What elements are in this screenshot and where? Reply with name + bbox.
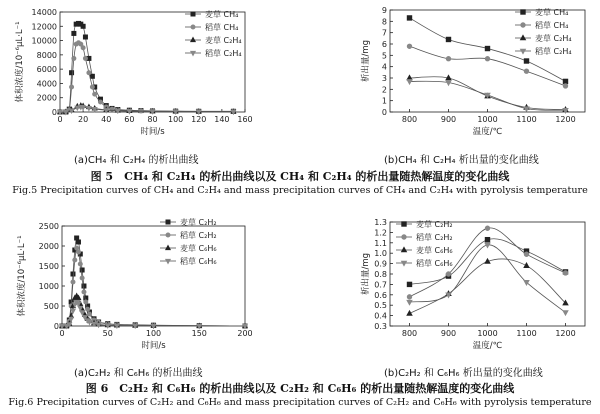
x-tick-label: 160: [237, 115, 253, 124]
y-tick-label: 0.7: [374, 280, 387, 290]
x-tick-label: 140: [214, 115, 230, 124]
y-tick-label: 8000: [36, 50, 57, 60]
chart-6b: [300, 212, 600, 364]
subcaption-5b: (b)CH₄ 和 C₂H₄ 析出量的变化曲线: [384, 155, 539, 166]
data-point: [81, 106, 85, 110]
data-point: [446, 37, 450, 41]
data-point: [72, 31, 76, 35]
y-tick-label: 1.3: [374, 218, 387, 227]
figure6-caption-en: Fig.6 Precipitation curves of C₂H₂ and C₆H₆ and mass precipitation curves of C₂H₂ and C₆H₆ with pyrolysis temperature: [8, 397, 592, 408]
x-tick-label: 900: [440, 115, 457, 124]
data-point: [524, 281, 529, 285]
x-tick-label: 40: [101, 115, 112, 124]
legend-marker: [191, 38, 195, 42]
x-tick-label: 150: [191, 329, 207, 338]
legend-marker: [521, 10, 525, 14]
y-tick-label: 0.5: [374, 301, 387, 311]
y-tick-label: 5: [381, 51, 387, 61]
y-tick-label: 8: [381, 17, 387, 27]
data-point: [563, 271, 567, 275]
data-point: [83, 35, 87, 39]
y-tick-label: 6000: [36, 65, 57, 75]
data-point: [96, 323, 100, 327]
legend-entry: 麦草 C₆H₆: [416, 246, 453, 255]
x-axis-label: 温度/℃: [472, 341, 503, 351]
y-axis-label: 体积浓度/10⁻⁶μL·L⁻¹: [15, 21, 25, 103]
legend-marker: [166, 259, 170, 263]
legend-marker: [402, 235, 406, 239]
data-point: [72, 56, 76, 60]
legend-marker: [191, 51, 195, 55]
y-tick-label: 4: [381, 62, 387, 72]
chart-6a-svg: [0, 212, 300, 364]
data-point: [84, 300, 88, 304]
legend-entry: 稻草 C₆H₆: [416, 259, 453, 268]
data-point: [485, 46, 489, 50]
data-point: [446, 293, 451, 297]
legend-entry: 稻草 C₂H₄: [535, 47, 572, 56]
x-tick-label: 0: [59, 329, 65, 338]
data-point: [485, 237, 489, 241]
x-tick-label: 800: [401, 329, 418, 338]
legend-entry: 稻草 C₂H₂: [180, 231, 217, 240]
y-tick-label: 0.4: [374, 311, 387, 321]
data-point: [446, 272, 450, 276]
data-point: [446, 81, 451, 85]
data-point: [71, 280, 75, 284]
legend-marker: [166, 233, 170, 237]
legend-entry: 稻草 C₆H₆: [180, 257, 217, 266]
data-point: [563, 311, 568, 315]
y-axis-label: 体积浓度/10⁻⁶μL·L⁻¹: [17, 235, 27, 317]
y-tick-label: 12000: [31, 22, 57, 32]
legend-marker: [166, 220, 170, 224]
data-point: [98, 100, 102, 104]
data-point: [75, 236, 79, 240]
legend-marker: [191, 25, 195, 29]
chart-6a: [0, 212, 300, 364]
y-tick-label: 1000: [38, 282, 59, 291]
legend-marker: [521, 49, 526, 53]
data-point: [76, 240, 80, 244]
y-tick-label: 0: [53, 322, 59, 331]
data-point: [524, 59, 528, 63]
data-point: [407, 80, 412, 84]
legend-entry: 麦草 CH₄: [205, 10, 239, 19]
x-tick-label: 20: [78, 115, 89, 124]
data-point: [87, 320, 91, 324]
y-tick-label: 0.6: [374, 290, 387, 300]
legend-marker: [521, 35, 526, 39]
data-point: [407, 282, 411, 286]
y-tick-label: 3: [381, 74, 387, 83]
data-point: [524, 263, 529, 267]
subcaption-6b: (b)C₂H₂ 和 C₆H₆ 析出量的变化曲线: [384, 368, 543, 379]
x-tick-label: 900: [440, 329, 457, 338]
legend-entry: 麦草 C₆H₆: [180, 244, 217, 253]
figure5-caption-en: Fig.5 Precipitation curves of CH₄ and C₂H₄ and mass precipitation curves of CH₄ and C₂H₄ with pyrolysis temperature: [12, 185, 588, 196]
data-point: [90, 74, 94, 78]
data-point: [524, 252, 528, 256]
data-point: [80, 276, 84, 280]
data-point: [82, 290, 86, 294]
chart-5a: [0, 0, 300, 150]
legend-entry: 麦草 C₂H₄: [205, 36, 242, 45]
data-point: [87, 312, 91, 316]
data-point: [93, 92, 97, 96]
data-point: [83, 56, 87, 60]
data-point: [73, 258, 77, 262]
legend-entry: 稻草 C₂H₂: [416, 233, 453, 242]
data-point: [485, 243, 490, 247]
y-tick-label: 9: [381, 6, 387, 15]
x-tick-label: 1000: [477, 115, 498, 124]
data-point: [524, 107, 529, 111]
y-tick-label: 2500: [38, 222, 59, 231]
series-line: [60, 107, 233, 112]
y-tick-label: 500: [43, 302, 59, 311]
data-point: [75, 246, 79, 250]
data-point: [563, 79, 567, 83]
legend-entry: 稻草 CH₄: [535, 21, 569, 30]
y-tick-label: 1.0: [374, 249, 387, 259]
data-point: [78, 262, 82, 266]
data-point: [87, 71, 91, 75]
figure5-caption-cn: 图 5 CH₄ 和 C₂H₄ 的析出曲线以及 CH₄ 和 C₂H₄ 的析出量随热解温度的变化曲线: [90, 170, 510, 183]
chart-5b: [300, 0, 600, 150]
legend-marker: [402, 222, 406, 226]
chart-5b-svg: [300, 0, 600, 150]
x-tick-label: 120: [191, 115, 207, 124]
legend-entry: 麦草 C₂H₂: [416, 220, 453, 229]
x-tick-label: 1100: [516, 329, 537, 338]
x-tick-label: 50: [102, 329, 113, 338]
legend-entry: 稻草 CH₄: [205, 23, 239, 32]
series-3: [58, 105, 236, 114]
y-tick-label: 1.2: [374, 228, 387, 238]
y-tick-label: 0: [51, 108, 57, 117]
data-point: [407, 295, 411, 299]
data-point: [407, 300, 412, 304]
y-tick-label: 1500: [38, 262, 59, 271]
legend-marker: [521, 23, 525, 27]
y-tick-label: 14000: [31, 8, 57, 17]
data-point: [485, 259, 490, 263]
subcaption-6a: (a)C₂H₂ 和 C₆H₆ 的析出曲线: [74, 368, 203, 379]
data-point: [485, 57, 489, 61]
data-point: [407, 75, 412, 79]
data-point: [446, 57, 450, 61]
legend-marker: [191, 12, 195, 16]
data-point: [407, 311, 412, 315]
x-tick-label: 100: [167, 115, 184, 124]
data-point: [92, 108, 96, 112]
y-axis-label: 析出量/mg: [361, 39, 371, 83]
data-point: [446, 75, 451, 79]
data-point: [524, 69, 528, 73]
subcaption-5a: (a)CH₄ 和 C₂H₄ 的析出曲线: [74, 155, 199, 166]
y-tick-label: 4000: [36, 79, 57, 89]
y-tick-label: 7: [381, 28, 387, 38]
data-point: [87, 106, 91, 110]
data-point: [407, 44, 411, 48]
legend-entry: 麦草 CH₄: [535, 8, 569, 17]
data-point: [81, 46, 85, 50]
x-tick-label: 1200: [555, 329, 576, 338]
y-tick-label: 6: [381, 40, 387, 49]
figure6-caption-cn: 图 6 C₂H₂ 和 C₆H₆ 的析出曲线以及 C₂H₂ 和 C₆H₆ 的析出量随热解温度的变化曲线: [85, 382, 515, 395]
legend-marker: [166, 246, 170, 250]
x-tick-label: 800: [401, 115, 418, 124]
chart-5a-svg: [0, 0, 300, 150]
x-axis-label: 时间/s: [140, 127, 165, 137]
legend-marker: [402, 247, 407, 251]
legend-entry: 麦草 C₂H₂: [180, 218, 217, 227]
legend-marker: [402, 261, 407, 265]
y-tick-label: 2000: [38, 242, 59, 251]
y-tick-label: 10000: [31, 36, 57, 46]
y-tick-label: 0.8: [374, 270, 387, 279]
y-tick-label: 0.9: [374, 259, 387, 269]
y-tick-label: 0.3: [374, 322, 387, 331]
data-point: [563, 84, 567, 88]
data-point: [70, 85, 74, 89]
data-point: [71, 272, 75, 276]
x-axis-label: 时间/s: [141, 341, 166, 351]
x-tick-label: 200: [237, 329, 253, 338]
y-tick-label: 1.1: [374, 238, 387, 248]
y-tick-label: 2: [381, 85, 387, 95]
x-tick-label: 0: [57, 115, 63, 124]
series-1: [60, 246, 247, 328]
y-tick-label: 0: [381, 108, 387, 117]
x-tick-label: 80: [147, 115, 158, 124]
x-tick-label: 1000: [477, 329, 498, 338]
x-tick-label: 60: [124, 115, 135, 124]
data-point: [81, 24, 85, 28]
data-point: [90, 85, 94, 89]
data-point: [86, 307, 90, 311]
x-tick-label: 1200: [555, 115, 576, 124]
x-tick-label: 1100: [516, 115, 537, 124]
data-point: [76, 250, 80, 254]
y-axis-label: 析出量/mg: [361, 252, 371, 296]
y-tick-label: 2000: [36, 93, 57, 103]
data-point: [407, 16, 411, 20]
legend-entry: 稻草 C₂H₄: [205, 49, 242, 58]
series-3: [407, 80, 568, 113]
x-axis-label: 温度/℃: [472, 127, 503, 137]
x-tick-label: 100: [145, 329, 162, 338]
chart-6b-svg: [300, 212, 600, 364]
legend-entry: 麦草 C₂H₄: [535, 34, 572, 43]
y-tick-label: 1: [381, 96, 387, 106]
data-point: [485, 226, 489, 230]
